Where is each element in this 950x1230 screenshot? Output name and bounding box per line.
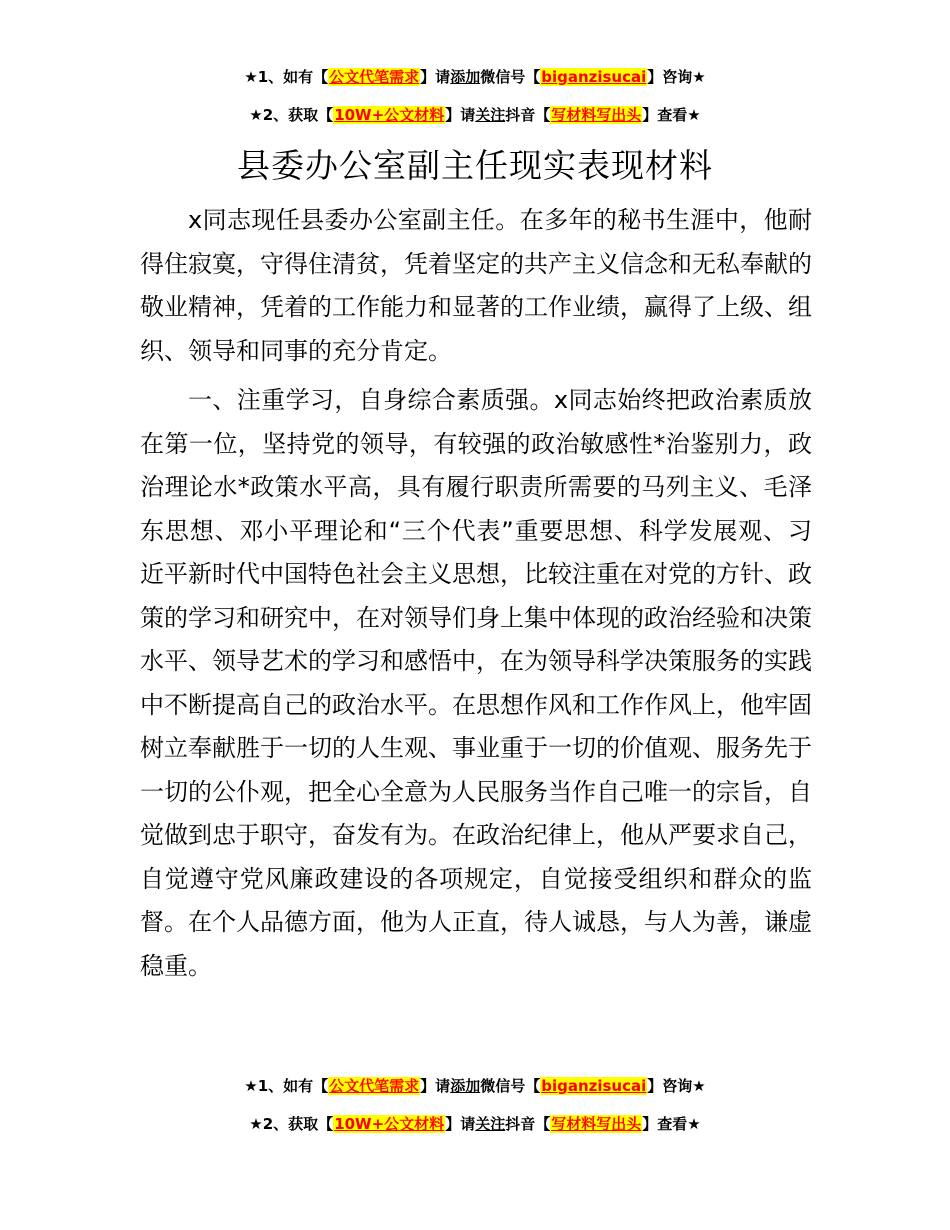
- promo-line-2: [0, 104, 950, 126]
- promo-text: 】请: [420, 1077, 451, 1095]
- header-promo-banner: [0, 66, 950, 126]
- promo-text: 】查看★: [642, 1115, 701, 1133]
- promo-line-1: [0, 66, 950, 88]
- promo-highlight-service: 公文代笔需求: [329, 68, 420, 86]
- promo-text: ★2、获取【: [249, 106, 334, 124]
- body-paragraph: 一、注重学习，自身综合素质强。x同志始终把政治素质放在第一位，坚持党的领导，有较强的政治敏感性*治鉴别力，政治理论水*政策水平高，具有履行职责所需要的马列主义、毛泽东思想、邓小平理论和“三个代表”重要思想、科学发展观、习近平新时代中国特色社会主义思想，比较注重在对党的方针、政策的学习和研究中，在对领导们身上集中体现的政治经验和决策水平、领导艺术的学习和感悟中，在为领导科学决策服务的实践中不断提高自己的政治水平。在思想作风和工作作风上，他牢固树立奉献胜于一切的人生观、事业重于一切的价值观、服务先于一切的公仆观，把全心全意为人民服务当作自己唯一的宗旨，自觉做到忠于职守，奋发有为。在政治纪律上，他从严要求自己，自觉遵守党风廉政建设的各项规定，自觉接受组织和群众的监督。在个人品德方面，他为人正直，待人诚恳，与人为善，谦虚稳重。: [140, 386, 812, 980]
- document-title: 县委办公室副主任现实表现材料: [237, 146, 713, 185]
- promo-highlight-douyin-id: 写材料写出头: [551, 1115, 642, 1133]
- promo-text: 】查看★: [642, 106, 701, 124]
- promo-highlight-wechat-id: biganzisucai: [541, 68, 647, 86]
- promo-text: 】请: [445, 1115, 476, 1133]
- promo-text: ★1、如有【: [244, 68, 329, 86]
- promo-text: 抖音【: [505, 106, 551, 124]
- promo-text: 】请: [445, 106, 476, 124]
- promo-underlined-text: 添加: [450, 1077, 481, 1095]
- promo-underlined-text: 关注: [475, 106, 506, 124]
- promo-text: ★1、如有【: [244, 1077, 329, 1095]
- promo-highlight-wechat-id: biganzisucai: [541, 1077, 647, 1095]
- promo-text: 抖音【: [505, 1115, 551, 1133]
- promo-highlight-service: 公文代笔需求: [329, 1077, 420, 1095]
- promo-line-1: [0, 1075, 950, 1097]
- promo-text: 微信号【: [480, 1077, 541, 1095]
- promo-highlight-materials: 10W+公文材料: [334, 1115, 445, 1133]
- promo-line-2: [0, 1113, 950, 1135]
- promo-underlined-text: 添加: [450, 68, 481, 86]
- promo-text: 】请: [420, 68, 451, 86]
- promo-highlight-materials: 10W+公文材料: [334, 106, 445, 124]
- footer-promo-banner: [0, 1075, 950, 1135]
- promo-text: 微信号【: [480, 68, 541, 86]
- promo-highlight-douyin-id: 写材料写出头: [551, 106, 642, 124]
- body-paragraph: x同志现任县委办公室副主任。在多年的秘书生涯中，他耐得住寂寞，守得住清贫，凭着坚定的共产主义信念和无私奉献的敬业精神，凭着的工作能力和显著的工作业绩，赢得了上级、组织、领导和同事的充分肯定。: [140, 206, 812, 365]
- promo-text: 】咨询★: [647, 68, 706, 86]
- document-body: [140, 199, 812, 988]
- promo-text: ★2、获取【: [249, 1115, 334, 1133]
- promo-text: 】咨询★: [647, 1077, 706, 1095]
- promo-underlined-text: 关注: [475, 1115, 506, 1133]
